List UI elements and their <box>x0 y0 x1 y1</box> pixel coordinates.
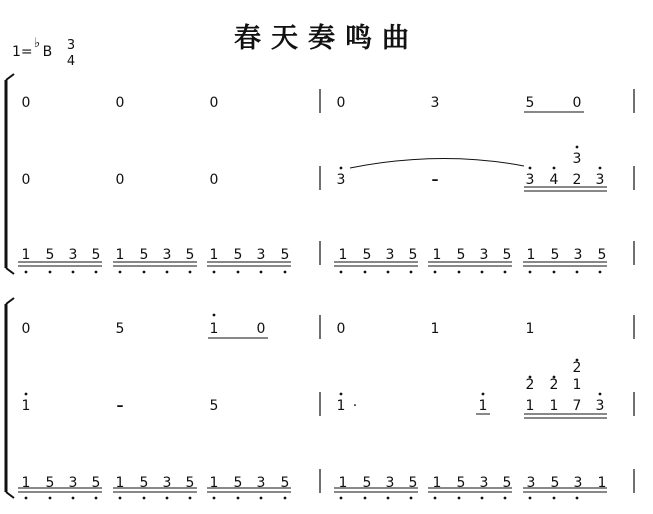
note: 0 <box>572 95 582 111</box>
note: 1 <box>336 398 346 414</box>
octave-dot <box>49 271 52 274</box>
note: 1 <box>430 321 440 337</box>
note: 5 <box>115 321 125 337</box>
note: 1 <box>526 247 536 263</box>
note: 7 <box>572 398 582 414</box>
octave-dot <box>25 497 28 500</box>
octave-dot <box>387 497 390 500</box>
octave-dot <box>143 271 146 274</box>
note: 5 <box>525 95 535 111</box>
note: 3 <box>162 247 172 263</box>
octave-dot <box>237 497 240 500</box>
octave-dot <box>599 271 602 274</box>
note: 0 <box>21 172 31 188</box>
high-octave-dot <box>213 314 216 317</box>
octave-dot <box>260 271 263 274</box>
note: 3 <box>68 247 78 263</box>
note: 5 <box>408 247 418 263</box>
note: 5 <box>362 247 372 263</box>
note: 1 <box>597 475 607 491</box>
note: 5 <box>408 475 418 491</box>
high-octave-dot <box>25 393 28 396</box>
octave-dot <box>434 497 437 500</box>
note: 5 <box>91 475 101 491</box>
note: 1 <box>549 398 559 414</box>
note: 5 <box>209 398 219 414</box>
note: 1 <box>21 247 31 263</box>
note: 5 <box>362 475 372 491</box>
octave-dot <box>529 497 532 500</box>
note: 5 <box>91 247 101 263</box>
note: 3 <box>573 247 583 263</box>
octave-dot <box>553 497 556 500</box>
flat-symbol: ♭ <box>34 36 41 51</box>
octave-dot <box>340 497 343 500</box>
octave-dot <box>458 271 461 274</box>
note: – <box>116 398 124 414</box>
note: 5 <box>597 247 607 263</box>
octave-dot <box>284 271 287 274</box>
octave-dot <box>95 271 98 274</box>
note: – <box>431 172 439 188</box>
high-octave-dot <box>340 393 343 396</box>
note: 0 <box>21 321 31 337</box>
note: 3 <box>479 475 489 491</box>
key-prefix: 1= <box>12 44 33 60</box>
high-octave-dot <box>599 167 602 170</box>
slur <box>350 158 524 168</box>
note: 1 <box>21 475 31 491</box>
note: 3 <box>595 398 605 414</box>
meter-bottom: 4 <box>66 54 76 69</box>
note: 5 <box>45 475 55 491</box>
note: 5 <box>139 475 149 491</box>
note: 5 <box>280 475 290 491</box>
meter-top: 3 <box>66 38 76 53</box>
bracket-hook <box>6 74 14 80</box>
octave-dot <box>481 271 484 274</box>
note: 1 <box>115 247 125 263</box>
note: 3 <box>526 475 536 491</box>
high-octave-dot <box>529 167 532 170</box>
note: 1 <box>209 247 219 263</box>
octave-dot <box>458 497 461 500</box>
note: 2 <box>572 172 582 188</box>
note: 1 <box>209 475 219 491</box>
note: 0 <box>115 172 125 188</box>
octave-dot <box>260 497 263 500</box>
note: 5 <box>456 247 466 263</box>
octave-dot <box>529 271 532 274</box>
octave-dot <box>213 271 216 274</box>
note: 0 <box>336 321 346 337</box>
note: 5 <box>502 475 512 491</box>
note: 3 <box>572 151 582 167</box>
note: 5 <box>456 475 466 491</box>
note: 5 <box>502 247 512 263</box>
octave-dot <box>340 271 343 274</box>
octave-dot <box>553 271 556 274</box>
note: 0 <box>209 95 219 111</box>
note: 1 <box>209 321 219 337</box>
note: 1 <box>525 398 535 414</box>
note: 0 <box>256 321 266 337</box>
note: 3 <box>385 475 395 491</box>
note: 5 <box>185 247 195 263</box>
note: 3 <box>525 172 535 188</box>
key-letter: B <box>42 44 53 60</box>
note: 5 <box>45 247 55 263</box>
octave-dot <box>143 497 146 500</box>
octave-dot <box>49 497 52 500</box>
note: 1 <box>572 377 582 393</box>
note: 3 <box>256 475 266 491</box>
note: 3 <box>256 247 266 263</box>
note: 5 <box>139 247 149 263</box>
octave-dot <box>504 497 507 500</box>
octave-dot <box>576 497 579 500</box>
bracket-hook <box>6 492 14 498</box>
note: 5 <box>185 475 195 491</box>
note: 5 <box>280 247 290 263</box>
octave-dot <box>72 271 75 274</box>
note: 3 <box>479 247 489 263</box>
note: 3 <box>595 172 605 188</box>
note: 0 <box>115 95 125 111</box>
note: 3 <box>162 475 172 491</box>
bracket-hook <box>6 298 14 304</box>
octave-dot <box>25 271 28 274</box>
bracket-hook <box>6 268 14 274</box>
note: 3 <box>573 475 583 491</box>
octave-dot <box>119 271 122 274</box>
note: 0 <box>336 95 346 111</box>
octave-dot <box>237 271 240 274</box>
octave-dot <box>284 497 287 500</box>
note: 1 <box>338 475 348 491</box>
page-title: 春天奏鸣曲 <box>234 23 419 54</box>
note: 5 <box>550 247 560 263</box>
high-octave-dot <box>553 167 556 170</box>
note: · <box>352 398 358 414</box>
high-octave-dot <box>340 167 343 170</box>
octave-dot <box>364 497 367 500</box>
note: 5 <box>550 475 560 491</box>
note: 1 <box>525 321 535 337</box>
high-octave-dot <box>482 393 485 396</box>
octave-dot <box>119 497 122 500</box>
high-octave-dot <box>599 393 602 396</box>
note: 1 <box>432 475 442 491</box>
note: 4 <box>549 172 559 188</box>
note: 1 <box>21 398 31 414</box>
octave-dot <box>576 271 579 274</box>
octave-dot <box>95 497 98 500</box>
octave-dot <box>166 497 169 500</box>
note: 2 <box>572 360 582 376</box>
octave-dot <box>481 497 484 500</box>
note: 3 <box>430 95 440 111</box>
note: 3 <box>336 172 346 188</box>
note: 3 <box>68 475 78 491</box>
note: 1 <box>478 398 488 414</box>
note: 5 <box>233 475 243 491</box>
note: 1 <box>338 247 348 263</box>
octave-dot <box>504 271 507 274</box>
octave-dot <box>189 271 192 274</box>
note: 1 <box>115 475 125 491</box>
note: 0 <box>21 95 31 111</box>
octave-dot <box>189 497 192 500</box>
octave-dot <box>387 271 390 274</box>
octave-dot <box>364 271 367 274</box>
octave-dot <box>213 497 216 500</box>
octave-dot <box>410 271 413 274</box>
octave-dot <box>410 497 413 500</box>
note: 0 <box>209 172 219 188</box>
high-octave-dot <box>576 146 579 149</box>
octave-dot <box>434 271 437 274</box>
octave-dot <box>72 497 75 500</box>
note: 1 <box>432 247 442 263</box>
note: 3 <box>385 247 395 263</box>
note: 2 <box>525 377 535 393</box>
note: 5 <box>233 247 243 263</box>
note: 2 <box>549 377 559 393</box>
octave-dot <box>166 271 169 274</box>
